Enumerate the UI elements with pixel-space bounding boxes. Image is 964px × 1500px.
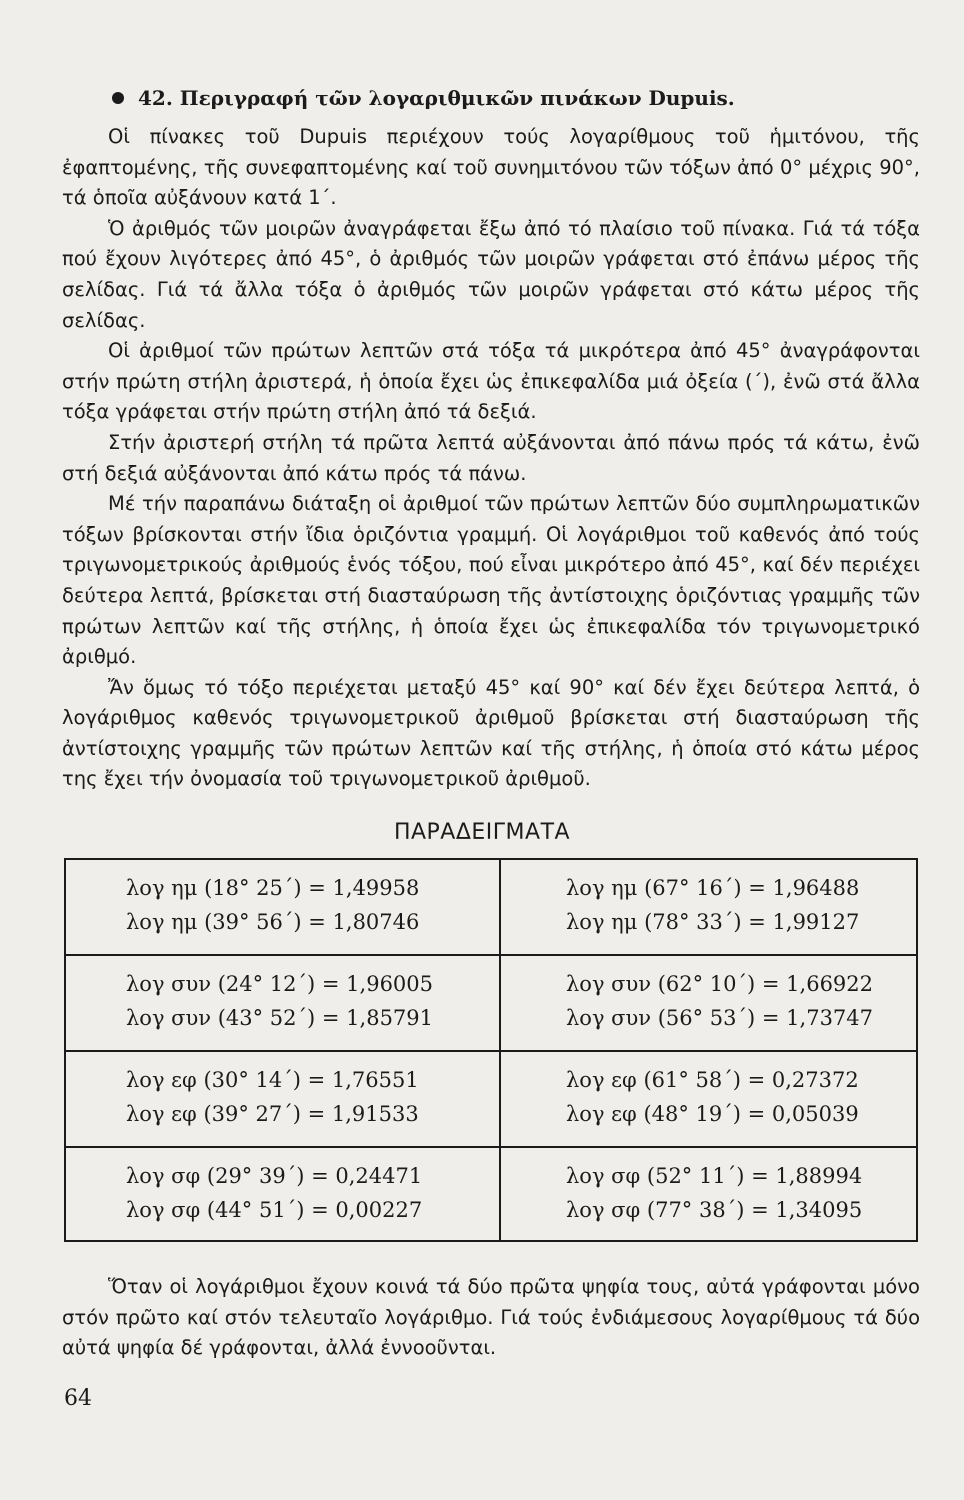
example-cell: λογ συν (62° 10΄) = 1,66922 — [566, 972, 874, 996]
example-cell: λογ σφ (77° 38΄) = 1,34095 — [566, 1198, 863, 1222]
paragraph: Ὁ ἀριθμός τῶν μοιρῶν ἀναγράφεται ἔξω ἀπό τό πλαίσιο τοῦ πίνακα. Γιά τά τόξα πού ἔχουν λιγότερες ἀπό 45°, ὁ ἀριθμός τῶν μοιρῶν γράφεται στό ἐπάνω μέρος τῆς σελίδας. Γιά τά ἄλλα τόξα ὁ ἀριθμός τῶν μοιρῶν γράφεται στό κάτω μέρος τῆς σελίδας. — [62, 216, 920, 332]
section-heading — [112, 86, 735, 110]
example-cell: λογ εφ (30° 14΄) = 1,76551 — [126, 1068, 419, 1092]
example-cell: λογ εφ (48° 19΄) = 0,05039 — [566, 1102, 859, 1126]
paragraph: Ἄν ὅμως τό τόξο περιέχεται μεταξύ 45° καί 90° καί δέν ἔχει δεύτερα λεπτά, ὁ λογάριθμος καθενός τριγωνομετρικοῦ ἀριθμοῦ βρίσκεται στή διασταύρωση τῆς ἀντίστοιχης γραμμῆς τῶν πρώτων λεπτῶν καί τῆς στήλης, ἡ ὁποία στό κάτω μέρος της ἔχει τήν ὀνομασία τοῦ τριγωνομετρικοῦ ἀριθμοῦ. — [62, 675, 920, 791]
table-row — [66, 860, 916, 956]
example-cell: λογ ημ (18° 25΄) = 1,49958 — [126, 876, 420, 900]
example-cell: λογ συν (24° 12΄) = 1,96005 — [126, 972, 434, 996]
example-cell: λογ συν (43° 52΄) = 1,85791 — [126, 1006, 434, 1030]
closing-text — [62, 1272, 920, 1364]
paragraph: Μέ τήν παραπάνω διάταξη οἱ ἀριθμοί τῶν πρώτων λεπτῶν δύο συμπληρωματικῶν τόξων βρίσκονται στήν ἴδια ὁριζόντια γραμμή. Οἱ λογάριθμοι τοῦ καθενός ἀπό τούς τριγωνομετρικούς ἀριθμούς ἑνός τόξου, πού εἶναι μικρότερο ἀπό 45°, καί δέν περιέχει δεύτερα λεπτά, βρίσκεται στή διασταύρωση τῆς ἀντίστοιχης ὁριζόντιας γραμμῆς τῶν πρώτων λεπτῶν καί τῆς στήλης, ἡ ὁποία ἔχει ὡς ἐπικεφαλίδα τόν τριγωνομετρικό ἀριθμό. — [62, 492, 920, 669]
section-heading-text: 42. Περιγραφή τῶν λογαριθμικῶν πινάκων Dupuis. — [138, 86, 735, 110]
examples-table — [64, 858, 918, 1242]
body-text — [62, 122, 920, 795]
example-cell: λογ σφ (29° 39΄) = 0,24471 — [126, 1164, 423, 1188]
paragraph: Ὅταν οἱ λογάριθμοι ἔχουν κοινά τά δύο πρῶτα ψηφία τους, αὐτά γράφονται μόνο στόν πρῶτο καί στόν τελευταῖο λογάριθμο. Γιά τούς ἐνδιάμεσους λογαρίθμους τά δύο αὐτά ψηφία δέ γράφονται, ἀλλά ἐννοοῦνται. — [62, 1275, 920, 1360]
example-cell: λογ ημ (67° 16΄) = 1,96488 — [566, 876, 860, 900]
paragraph: Στήν ἀριστερή στήλη τά πρῶτα λεπτά αὐξάνονται ἀπό πάνω πρός τά κάτω, ἐνῶ στή δεξιά αὐξάνονται ἀπό κάτω πρός τά πάνω. — [62, 430, 920, 485]
example-cell: λογ σφ (52° 11΄) = 1,88994 — [566, 1164, 863, 1188]
paragraph: Οἱ ἀριθμοί τῶν πρώτων λεπτῶν στά τόξα τά μικρότερα ἀπό 45° ἀναγράφονται στήν πρώτη στήλη ἀριστερά, ἡ ὁποία ἔχει ὡς ἐπικεφαλίδα μιά ὀξεία (΄), ἐνῶ στά ἄλλα τόξα γράφεται στήν πρώτη στήλη ἀπό τά δεξιά. — [62, 339, 920, 424]
example-cell: λογ εφ (39° 27΄) = 1,91533 — [126, 1102, 419, 1126]
example-cell: λογ ημ (39° 56΄) = 1,80746 — [126, 910, 420, 934]
bullet-icon — [112, 92, 124, 104]
example-cell: λογ ημ (78° 33΄) = 1,99127 — [566, 910, 860, 934]
table-row — [66, 1052, 916, 1148]
example-cell: λογ εφ (61° 58΄) = 0,27372 — [566, 1068, 859, 1092]
page-number: 64 — [64, 1386, 92, 1411]
example-cell: λογ σφ (44° 51΄) = 0,00227 — [126, 1198, 423, 1222]
examples-title: ΠΑΡΑΔΕΙΓΜΑΤΑ — [393, 820, 571, 845]
table-row — [66, 956, 916, 1052]
table-row — [66, 1148, 916, 1240]
example-cell: λογ συν (56° 53΄) = 1,73747 — [566, 1006, 874, 1030]
paragraph: Οἱ πίνακες τοῦ Dupuis περιέχουν τούς λογαρίθμους τοῦ ἡμιτόνου, τῆς ἐφαπτομένης, τῆς συνεφαπτομένης καί τοῦ συνημιτόνου τῶν τόξων ἀπό 0° μέχρις 90°, τά ὁποῖα αὐξάνουν κατά 1΄. — [62, 125, 920, 210]
